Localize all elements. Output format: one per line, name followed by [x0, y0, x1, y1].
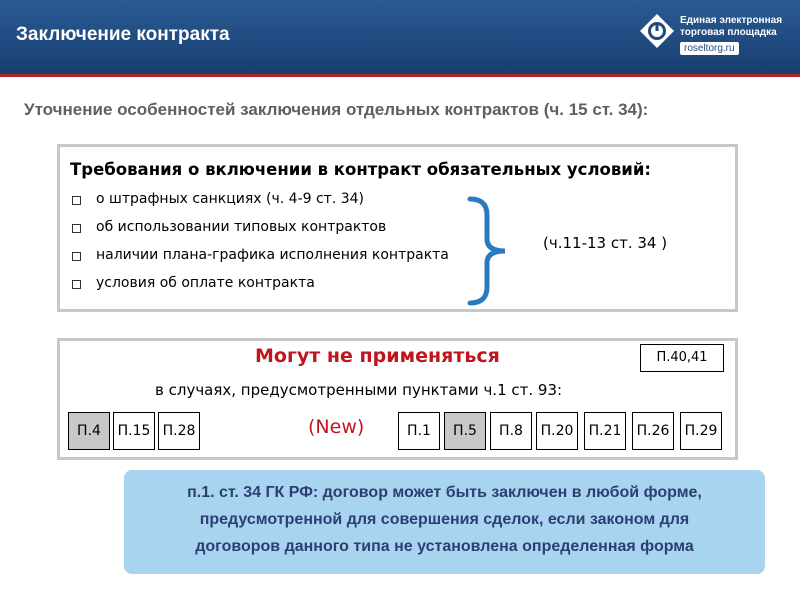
clause-box: П.21 — [584, 412, 626, 450]
civil-code-note — [124, 470, 765, 574]
requirements-box — [57, 144, 738, 312]
checkbox-bullet-icon — [72, 280, 81, 289]
clause-box: П.26 — [632, 412, 674, 450]
logo-text-line2: торговая площадка — [680, 27, 777, 38]
clause-box: П.1 — [398, 412, 440, 450]
clause-box: П.15 — [113, 412, 155, 450]
exceptions-heading: Могут не применяться — [255, 345, 500, 367]
checkbox-bullet-icon — [72, 224, 81, 233]
checkbox-bullet-icon — [72, 252, 81, 261]
page-title: Заключение контракта — [16, 24, 230, 45]
header-divider — [0, 74, 800, 77]
checkbox-bullet-icon — [72, 196, 81, 205]
logo-text-line1: Единая электронная — [680, 15, 783, 26]
note-line: предусмотренной для совершения сделок, если законом для — [199, 511, 690, 528]
requirements-heading: Требования о включении в контракт обязательных условий: — [70, 160, 652, 179]
note-line: п.1. ст. 34 ГК РФ: договор может быть заключен в любой форме, — [187, 484, 702, 501]
clause-box: П.28 — [158, 412, 200, 450]
clause-box: П.29 — [680, 412, 722, 450]
roseltorg-logo-icon — [640, 14, 674, 48]
requirements-reference: (ч.11-13 ст. 34 ) — [543, 234, 668, 252]
slide-subtitle: Уточнение особенностей заключения отдельных контрактов (ч. 15 ст. 34): — [24, 100, 649, 119]
requirement-text: об использовании типовых контрактов — [96, 219, 387, 235]
new-label: (New) — [308, 416, 365, 438]
clause-box: П.4 — [68, 412, 110, 450]
reference-badge: П.40,41 — [640, 344, 724, 372]
exceptions-subheading: в случаях, предусмотренными пунктами ч.1 ст. 93: — [155, 381, 563, 399]
roseltorg-logo — [640, 12, 792, 60]
curly-brace-icon — [465, 195, 525, 307]
requirement-text: о штрафных санкциях (ч. 4-9 ст. 34) — [96, 191, 365, 207]
clause-box: П.8 — [490, 412, 532, 450]
exceptions-box — [57, 338, 738, 460]
requirement-text: условия об оплате контракта — [96, 275, 315, 291]
clause-box: П.5 — [444, 412, 486, 450]
logo-url[interactable]: roseltorg.ru — [680, 42, 739, 55]
requirement-text: наличии плана-графика исполнения контракта — [96, 247, 449, 263]
header-bar — [0, 0, 800, 74]
note-line: договоров данного типа не установлена определенная форма — [195, 538, 694, 555]
clause-box: П.20 — [536, 412, 578, 450]
